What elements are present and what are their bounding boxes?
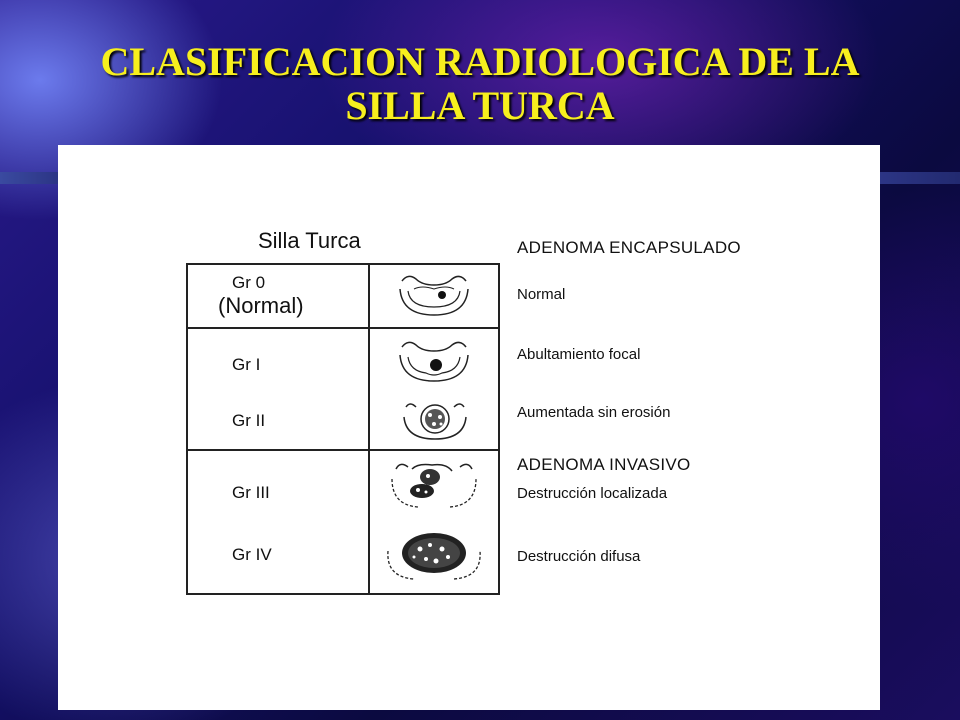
grade-0-sublabel: (Normal): [218, 293, 304, 318]
group1-item-enlarged: Aumentada sin erosión: [517, 404, 671, 421]
table-row: [187, 328, 499, 450]
grade-3-4-image-cell: [369, 450, 499, 594]
grade-0-cell: [187, 264, 369, 328]
group1-item-normal: Normal: [517, 286, 566, 303]
grade-3-4-cell: [187, 450, 369, 594]
table-row: [187, 264, 499, 328]
group1-title: ADENOMA ENCAPSULADO: [517, 238, 741, 257]
grade-1-2-image-cell: [369, 328, 499, 450]
grade-4-label: Gr IV: [232, 545, 272, 564]
table-heading: Silla Turca: [258, 228, 361, 253]
sella-diffuse-destruction-sketch-icon: [384, 525, 484, 585]
sella-localized-destruction-sketch-icon: [388, 457, 480, 513]
group2-title: ADENOMA INVASIVO: [517, 455, 691, 474]
title-line-2: SILLA TURCA: [345, 83, 615, 128]
grade-table: [186, 263, 500, 595]
group1-item-focal: Abultamiento focal: [517, 346, 641, 363]
grade-2-label: Gr II: [232, 411, 266, 430]
grade-0-label: Gr 0: [232, 273, 266, 292]
grade-3-label: Gr III: [232, 483, 270, 502]
decorative-bar-left: [0, 172, 58, 184]
sella-focal-bulge-sketch-icon: [394, 337, 474, 387]
sella-enlarged-sketch-icon: [400, 397, 470, 443]
grade-1-label: Gr I: [232, 355, 261, 374]
grade-0-image-cell: [369, 264, 499, 328]
table-row: [187, 450, 499, 594]
group2-item-localized: Destrucción localizada: [517, 485, 668, 502]
slide-title: [0, 40, 960, 128]
group2-item-diffuse: Destrucción difusa: [517, 548, 641, 565]
decorative-bar-right: [880, 172, 960, 184]
sella-normal-sketch-icon: [394, 271, 474, 321]
title-line-1: CLASIFICACION RADIOLOGICA DE LA: [100, 39, 860, 84]
grade-1-2-cell: [187, 328, 369, 450]
